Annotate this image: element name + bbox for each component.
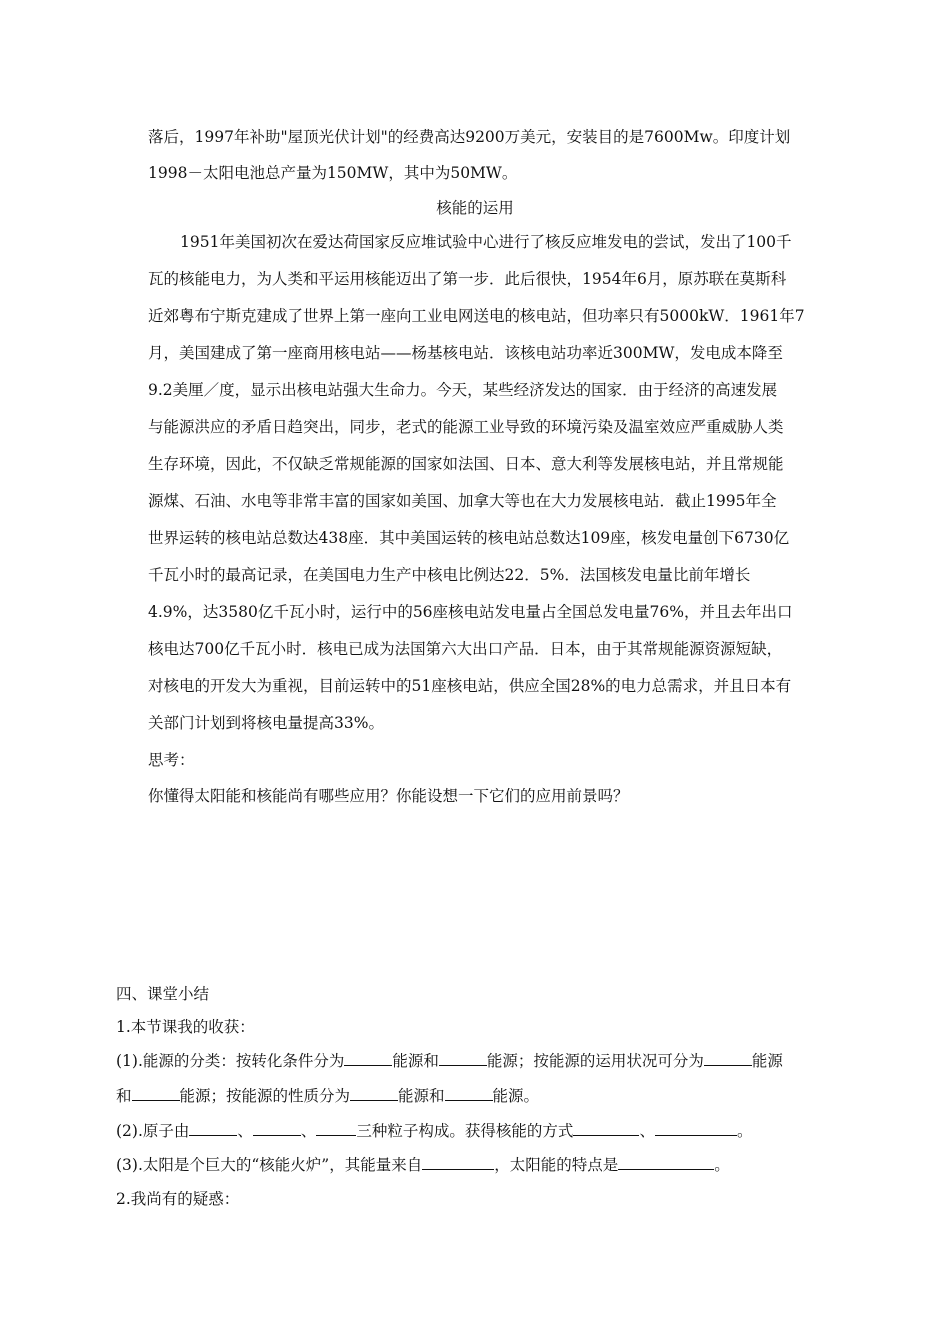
summary-heading: 四、课堂小结 xyxy=(116,985,210,1003)
paragraph-line: 瓦的核能电力，为人类和平运用核能迈出了第一步．此后很快，1954年6月，原苏联在莫斯科 xyxy=(148,270,787,288)
section-title: 核能的运用 xyxy=(436,199,514,217)
question-2: (2).原子由 、 、 三种粒子构成。获得核能的方式 、 。 xyxy=(116,1122,753,1140)
answer-blank[interactable] xyxy=(422,1155,494,1170)
question-3: (3).太阳是个巨大的“核能火炉”，其能量来自 ，太阳能的特点是 。 xyxy=(116,1156,730,1174)
paragraph-line: 1998－太阳电池总产量为150MW，其中为50MW。 xyxy=(148,164,518,182)
paragraph-line: 1951年美国初次在爱达荷国家反应堆试验中心进行了核反应堆发电的尝试，发出了100千 xyxy=(180,233,792,251)
answer-blank[interactable] xyxy=(704,1051,752,1066)
answer-blank[interactable] xyxy=(618,1155,714,1170)
paragraph-line: 源煤、石油、水电等非常丰富的国家如美国、加拿大等也在大力发展核电站．截止1995年全 xyxy=(148,492,777,510)
paragraph-line: 9.2美厘／度，显示出核电站强大生命力。今天，某些经济发达的国家．由于经济的高速发展 xyxy=(148,381,778,399)
answer-blank[interactable] xyxy=(655,1121,737,1136)
paragraph-line: 月，美国建成了第一座商用核电站——杨基核电站．该核电站功率近300MW，发电成本降至 xyxy=(148,344,783,362)
question-1a: (1).能源的分类：按转化条件分为 能源和 能源；按能源的运用状况可分为 能源 xyxy=(116,1052,783,1070)
paragraph-line: 关部门计划到将核电量提高33%。 xyxy=(148,714,384,732)
answer-blank[interactable] xyxy=(253,1121,301,1136)
paragraph-line: 核电达700亿千瓦小时．核电已成为法国第六大出口产品．日本，由于其常规能源资源短缺， xyxy=(148,640,783,658)
answer-blank[interactable] xyxy=(439,1051,487,1066)
paragraph-line: 近郊粤布宁斯克建成了世界上第一座向工业电网送电的核电站，但功率只有5000kW．1961年7 xyxy=(148,307,805,325)
think-label: 思考： xyxy=(148,751,195,769)
paragraph-line: 千瓦小时的最高记录，在美国电力生产中核电比例达22．5%．法国核发电量比前年增长 xyxy=(148,566,751,584)
answer-blank[interactable] xyxy=(132,1086,180,1101)
think-question: 你懂得太阳能和核能尚有哪些应用？你能设想一下它们的应用前景吗？ xyxy=(148,787,629,805)
answer-blank[interactable] xyxy=(573,1121,639,1136)
summary-item-2: 2.我尚有的疑惑： xyxy=(116,1190,240,1208)
summary-item-1: 1.本节课我的收获： xyxy=(116,1018,255,1036)
answer-blank[interactable] xyxy=(445,1086,493,1101)
answer-blank[interactable] xyxy=(316,1121,356,1136)
paragraph-line: 落后，1997年补助"屋顶光伏计划"的经费高达9200万美元，安装目的是7600Mw。印度计划 xyxy=(148,128,791,146)
paragraph-line: 对核电的开发大为重视，目前运转中的51座核电站，供应全国28%的电力总需求，并且日本有 xyxy=(148,677,792,695)
paragraph-line: 与能源洪应的矛盾日趋突出，同步，老式的能源工业导致的环境污染及温室效应严重威胁人类 xyxy=(148,418,784,436)
question-1b: 和 能源；按能源的性质分为 能源和 能源。 xyxy=(116,1087,540,1105)
answer-blank[interactable] xyxy=(189,1121,237,1136)
paragraph-line: 4.9%，达3580亿千瓦小时，运行中的56座核电站发电量占全国总发电量76%，并且去年出口 xyxy=(148,603,793,621)
paragraph-line: 世界运转的核电站总数达438座．其中美国运转的核电站总数达109座，核发电量创下6730亿 xyxy=(148,529,790,547)
answer-blank[interactable] xyxy=(344,1051,392,1066)
paragraph-line: 生存环境，因此，不仅缺乏常规能源的国家如法国、日本、意大利等发展核电站，并且常规能 xyxy=(148,455,784,473)
answer-blank[interactable] xyxy=(350,1086,398,1101)
